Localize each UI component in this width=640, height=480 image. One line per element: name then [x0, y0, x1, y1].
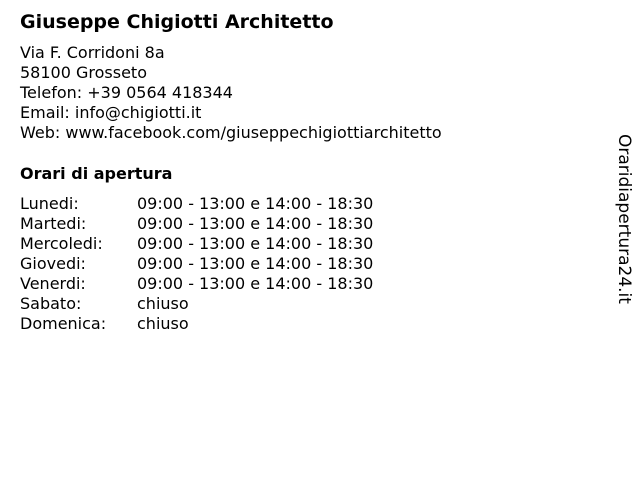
hours-row-saturday: [20, 294, 373, 314]
email-line: Email: info@chigiotti.it: [20, 103, 202, 122]
address-line: Via F. Corridoni 8a: [20, 43, 165, 62]
business-name: Giuseppe Chigiotti Architetto: [20, 11, 334, 33]
day-times: 09:00 - 13:00 e 14:00 - 18:30: [137, 214, 374, 233]
day-times: 09:00 - 13:00 e 14:00 - 18:30: [137, 234, 374, 253]
city-line: 58100 Grosseto: [20, 63, 147, 82]
hours-row-friday: [20, 274, 373, 294]
day-times: chiuso: [137, 314, 189, 333]
day-label: Mercoledi:: [20, 234, 103, 253]
day-times: 09:00 - 13:00 e 14:00 - 18:30: [137, 254, 374, 273]
hours-heading: Orari di apertura: [20, 164, 173, 183]
site-watermark: Oraridiapertura24.it: [614, 134, 634, 304]
day-label: Giovedi:: [20, 254, 86, 273]
day-label: Sabato:: [20, 294, 82, 313]
hours-row-monday: [20, 194, 373, 214]
day-label: Venerdi:: [20, 274, 86, 293]
hours-row-wednesday: [20, 234, 373, 254]
day-times: 09:00 - 13:00 e 14:00 - 18:30: [137, 194, 374, 213]
day-label: Lunedi:: [20, 194, 79, 213]
hours-row-thursday: [20, 254, 373, 274]
day-times: chiuso: [137, 294, 189, 313]
day-label: Domenica:: [20, 314, 107, 333]
opening-hours-table: [20, 194, 373, 334]
phone-line: Telefon: +39 0564 418344: [20, 83, 233, 102]
contact-info: [20, 43, 442, 143]
day-label: Martedi:: [20, 214, 87, 233]
hours-row-sunday: [20, 314, 373, 334]
hours-row-tuesday: [20, 214, 373, 234]
day-times: 09:00 - 13:00 e 14:00 - 18:30: [137, 274, 374, 293]
web-line: Web: www.facebook.com/giuseppechigiottiarchitetto: [20, 123, 442, 142]
